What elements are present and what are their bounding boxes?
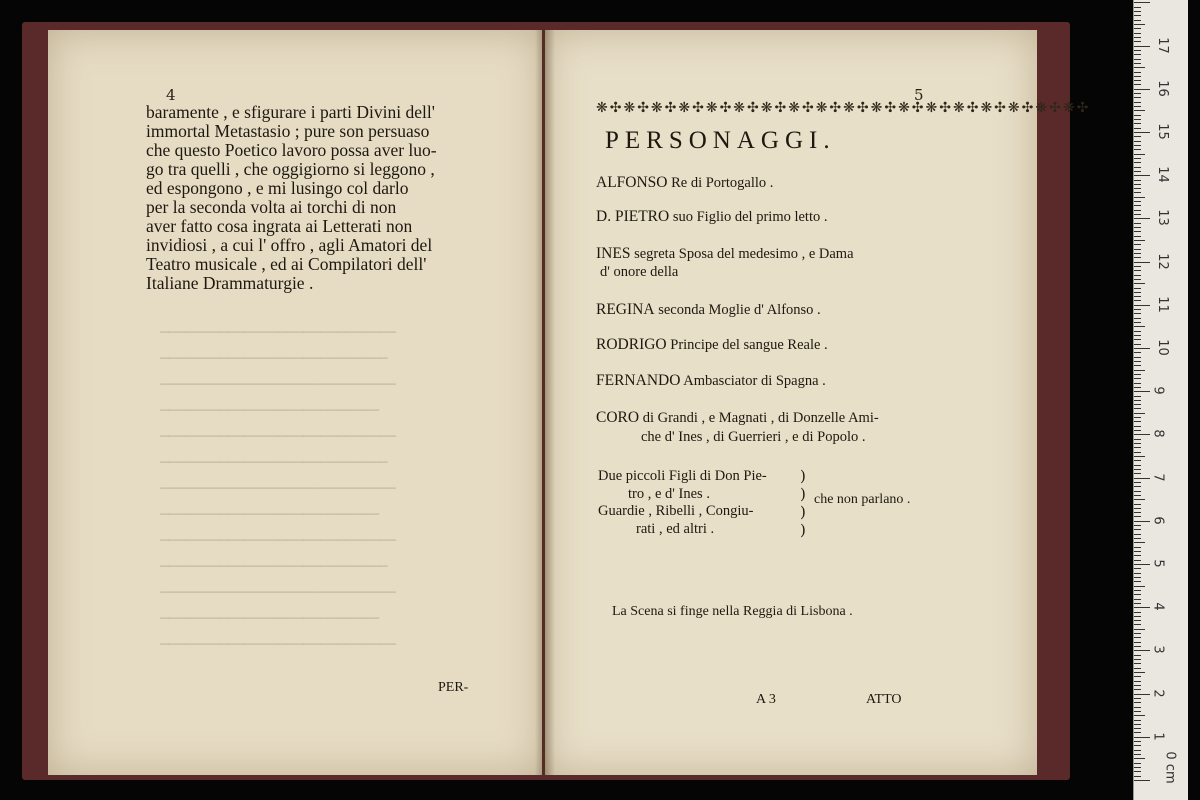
text-line: ed espongono , e mi lusingo col darlo <box>146 178 409 198</box>
ruler-tick <box>1134 724 1141 725</box>
ruler-tick <box>1134 67 1145 68</box>
ruler-tick <box>1134 698 1141 699</box>
ruler-tick <box>1134 41 1141 42</box>
character-entry <box>596 301 821 319</box>
ruler-tick <box>1134 443 1141 444</box>
ruler-tick <box>1134 231 1141 232</box>
ruler-tick <box>1134 430 1141 431</box>
ruler-tick <box>1134 339 1141 340</box>
ruler-tick <box>1134 573 1141 574</box>
ruler-number: 4 <box>1150 602 1166 611</box>
silent-line: Guardie , Ribelli , Congiu- <box>598 503 754 519</box>
ruler-tick <box>1134 508 1141 509</box>
ruler-tick <box>1134 547 1141 548</box>
ruler-tick <box>1134 767 1141 768</box>
ruler-number: 11 <box>1154 296 1170 313</box>
ruler-tick <box>1134 581 1141 582</box>
ruler-tick <box>1134 270 1141 271</box>
ruler-tick <box>1134 633 1141 634</box>
text-line: Italiane Drammaturgie . <box>146 273 314 293</box>
ruler-tick <box>1134 119 1141 120</box>
ruler-tick <box>1134 322 1141 323</box>
ruler-tick <box>1134 758 1145 759</box>
ruler-tick <box>1134 560 1141 561</box>
ruler-tick <box>1134 76 1141 77</box>
character-name: RODRIGO <box>596 336 667 353</box>
ruler-tick <box>1134 192 1141 193</box>
ruler-tick <box>1134 223 1141 224</box>
ruler-tick <box>1134 676 1141 677</box>
ruler-tick <box>1134 344 1141 345</box>
ruler-tick <box>1134 33 1141 34</box>
text-line: invidiosi , a cui l' offro , agli Amatori del <box>146 235 433 255</box>
ruler-tick <box>1134 737 1150 738</box>
ruler-tick <box>1134 300 1141 301</box>
left-page-text <box>146 103 526 293</box>
page-title: PERSONAGGI. <box>605 127 836 154</box>
ruler-tick <box>1134 236 1141 237</box>
ruler-tick <box>1134 11 1141 12</box>
ruler-tick <box>1134 564 1150 565</box>
text-line: per la seconda volta ai torchi di non <box>146 197 397 217</box>
ruler-tick <box>1134 387 1141 388</box>
ruler-tick <box>1134 426 1141 427</box>
character-name: INES <box>596 245 631 262</box>
ruler-tick <box>1134 396 1141 397</box>
ruler-tick <box>1134 123 1141 124</box>
ruler-tick <box>1134 663 1141 664</box>
ruler-tick <box>1134 141 1141 142</box>
ruler-tick <box>1134 624 1141 625</box>
ruler-tick <box>1134 296 1141 297</box>
ruler-tick <box>1134 24 1145 25</box>
ruler-tick <box>1134 413 1145 414</box>
ruler-tick <box>1134 629 1145 630</box>
ruler-tick <box>1134 266 1141 267</box>
ruler-tick <box>1134 357 1141 358</box>
ruler-tick <box>1134 521 1150 522</box>
ruler-tick <box>1134 370 1145 371</box>
ruler-tick <box>1134 741 1141 742</box>
ruler-tick <box>1134 97 1141 98</box>
ruler-tick <box>1134 128 1141 129</box>
ruler-tick <box>1134 218 1150 219</box>
ruler-tick <box>1134 612 1141 613</box>
ruler-tick <box>1134 154 1145 155</box>
ruler-tick <box>1134 646 1141 647</box>
ruler-number: 9 <box>1150 386 1166 395</box>
ruler-tick <box>1134 568 1141 569</box>
ruler-tick <box>1134 599 1141 600</box>
ruler-tick <box>1134 780 1150 781</box>
silent-line: tro , e d' Ines . <box>628 486 710 502</box>
ruler-tick <box>1134 149 1141 150</box>
ruler-tick <box>1134 771 1141 772</box>
ruler-tick <box>1134 439 1141 440</box>
ruler-tick <box>1134 309 1141 310</box>
ruler-tick <box>1134 253 1141 254</box>
ruler-tick <box>1134 715 1145 716</box>
ruler-tick <box>1134 214 1141 215</box>
ruler-tick <box>1134 262 1150 263</box>
ruler-tick <box>1134 171 1141 172</box>
ruler-tick <box>1134 348 1150 349</box>
ruler-tick <box>1134 603 1141 604</box>
ruler-number: 12 <box>1154 252 1170 270</box>
ruler-tick <box>1134 495 1141 496</box>
text-line: Teatro musicale , ed ai Compilatori dell' <box>146 254 427 274</box>
ruler-number: 2 <box>1150 688 1166 698</box>
scene-setting: La Scena si finge nella Reggia di Lisbona . <box>612 604 853 619</box>
ruler-tick <box>1134 292 1141 293</box>
ruler-tick <box>1134 313 1141 314</box>
ruler-tick <box>1134 383 1141 384</box>
character-desc: Re di Portogallo . <box>671 175 774 191</box>
character-name: D. PIETRO <box>596 208 670 225</box>
character-desc: Principe del sangue Reale . <box>670 337 828 353</box>
ruler-tick <box>1134 478 1150 479</box>
ruler-tick <box>1134 102 1141 103</box>
ruler-tick <box>1134 257 1141 258</box>
character-name: ALFONSO <box>596 174 668 191</box>
ruler-tick <box>1134 668 1141 669</box>
ruler-tick <box>1134 637 1141 638</box>
ruler-tick <box>1134 167 1141 168</box>
ruler-tick <box>1134 465 1141 466</box>
ruler-tick <box>1134 659 1141 660</box>
character-desc-continued: d' onore della <box>600 264 679 280</box>
ruler-number: 7 <box>1150 472 1166 482</box>
ruler-tick <box>1134 115 1141 116</box>
ruler-tick <box>1134 72 1141 73</box>
grouping-brace: ) <box>800 503 806 521</box>
text-line: che questo Poetico lavoro possa aver luo- <box>146 140 437 160</box>
ruler-tick <box>1134 551 1141 552</box>
left-page-number: 4 <box>166 86 176 104</box>
character-entry <box>596 174 773 192</box>
ruler-tick <box>1134 374 1141 375</box>
ruler-tick <box>1134 352 1141 353</box>
ruler-tick <box>1134 188 1141 189</box>
character-desc-continued: che d' Ines , di Guerrieri , e di Popolo . <box>641 429 866 445</box>
ruler-tick <box>1134 672 1145 673</box>
ruler-tick <box>1134 620 1141 621</box>
ruler-tick <box>1134 46 1150 47</box>
ruler-tick <box>1134 54 1141 55</box>
ruler-number: 17 <box>1154 36 1170 54</box>
ruler-tick <box>1134 275 1141 276</box>
ruler-tick <box>1134 732 1141 733</box>
show-through-texture: ──────────────────────────── ─────────────────────────── ──────────────────────────── ────────────────────────── ──────────────────────────── ─────────────────────────── ──────────────────────────── ────────────────────────── ──────────────────────────── ─────────────────────────── ──────────────────────────── ────────────────────────── ──────────────────────────── <box>160 325 397 653</box>
silent-line: Due piccoli Figli di Don Pie- <box>598 468 767 484</box>
ruler-tick <box>1134 486 1141 487</box>
ruler-number: 5 <box>1150 559 1166 568</box>
ruler-unit-label: 0 cm <box>1162 751 1178 784</box>
ruler-tick <box>1134 283 1145 284</box>
ruler-tick <box>1134 2 1150 3</box>
book-gutter <box>535 30 555 775</box>
character-desc: Ambasciator di Spagna . <box>683 373 826 389</box>
text-line: baramente , e sfigurare i parti Divini dell' <box>146 102 435 122</box>
text-line: go tra quelli , che oggigiorno si leggono , <box>146 159 435 179</box>
ruler-tick <box>1134 650 1150 651</box>
ruler-tick <box>1134 694 1150 695</box>
ruler-tick <box>1134 408 1141 409</box>
ruler-tick <box>1134 184 1141 185</box>
ruler-number: 1 <box>1150 732 1166 741</box>
text-line: aver fatto cosa ingrata ai Letterati non <box>146 216 413 236</box>
ruler-tick <box>1134 491 1141 492</box>
ruler-tick <box>1134 421 1141 422</box>
ruler-tick <box>1134 175 1150 176</box>
ruler-tick <box>1134 594 1141 595</box>
grouping-brace: ) <box>800 467 806 485</box>
ruler-tick <box>1134 404 1141 405</box>
character-entry <box>596 208 828 226</box>
ruler-tick <box>1134 205 1141 206</box>
character-desc: suo Figlio del primo letto . <box>672 209 828 225</box>
ruler-tick <box>1134 482 1141 483</box>
ruler-number: 8 <box>1150 429 1166 439</box>
ruler-tick <box>1134 516 1141 517</box>
ruler-tick <box>1134 542 1145 543</box>
ruler-tick <box>1134 210 1141 211</box>
ruler-tick <box>1134 249 1141 250</box>
ruler-tick <box>1134 577 1141 578</box>
ruler-tick <box>1134 616 1141 617</box>
ruler-tick <box>1134 132 1150 133</box>
ruler-tick <box>1134 365 1141 366</box>
grouping-brace: ) <box>800 521 806 539</box>
ruler-tick <box>1134 655 1141 656</box>
ruler-tick <box>1134 136 1141 137</box>
right-catchword: ATTO <box>866 692 902 707</box>
ruler-tick <box>1134 318 1141 319</box>
grouping-brace: ) <box>800 485 806 503</box>
ruler-tick <box>1134 417 1141 418</box>
ruler-tick <box>1134 335 1141 336</box>
ruler-number: 14 <box>1154 166 1170 183</box>
ruler-tick <box>1134 28 1141 29</box>
ruler-tick <box>1134 63 1141 64</box>
ruler-tick <box>1134 763 1141 764</box>
right-page-number: 5 <box>914 86 924 104</box>
ruler-tick <box>1134 305 1150 306</box>
ruler-number: 10 <box>1154 339 1170 356</box>
ruler-tick <box>1134 288 1141 289</box>
ruler-tick <box>1134 689 1141 690</box>
ruler-tick <box>1134 702 1141 703</box>
ruler-tick <box>1134 456 1145 457</box>
ruler-tick <box>1134 586 1145 587</box>
ruler-tick <box>1134 50 1141 51</box>
ruler-number: 15 <box>1154 123 1170 140</box>
character-entry <box>596 409 879 427</box>
character-name: REGINA <box>596 301 655 318</box>
silent-line: rati , ed altri . <box>636 521 715 537</box>
ruler-tick <box>1134 776 1141 777</box>
ruler-tick <box>1134 504 1141 505</box>
ruler-tick <box>1134 162 1141 163</box>
left-catchword: PER- <box>438 680 469 695</box>
ruler-tick <box>1134 525 1141 526</box>
ruler-tick <box>1134 331 1141 332</box>
ruler-tick <box>1134 434 1150 435</box>
ruler-tick <box>1134 180 1141 181</box>
ruler-tick <box>1134 378 1141 379</box>
ruler-tick <box>1134 555 1141 556</box>
ruler-tick <box>1134 201 1141 202</box>
character-entry <box>596 336 828 354</box>
ruler-tick <box>1134 400 1141 401</box>
ruler-tick <box>1134 538 1141 539</box>
character-entry <box>596 245 854 263</box>
ruler-tick <box>1134 240 1145 241</box>
ruler-tick <box>1134 534 1141 535</box>
ruler-tick <box>1134 391 1150 392</box>
ruler-number: 16 <box>1154 80 1170 97</box>
ruler-tick <box>1134 642 1141 643</box>
ruler-tick <box>1134 447 1141 448</box>
silent-label: che non parlano . <box>814 492 911 507</box>
ruler-tick <box>1134 512 1141 513</box>
ruler-tick <box>1134 106 1141 107</box>
ruler-tick <box>1134 326 1145 327</box>
ruler-tick <box>1134 469 1141 470</box>
ruler-tick <box>1134 460 1141 461</box>
ruler-number: 3 <box>1150 645 1166 655</box>
ruler-tick <box>1134 244 1141 245</box>
ruler-tick <box>1134 84 1141 85</box>
ruler-tick <box>1134 59 1141 60</box>
ruler-tick <box>1134 15 1141 16</box>
character-name: CORO <box>596 409 640 426</box>
ruler-tick <box>1134 80 1141 81</box>
character-desc: segreta Sposa del medesimo , e Dama <box>634 246 854 262</box>
ruler-tick <box>1134 754 1141 755</box>
ruler-tick <box>1134 711 1141 712</box>
ornament-band: ❋✣❋✣❋✣❋✣❋✣❋✣❋✣❋✣❋✣❋✣❋✣❋✣❋✣❋✣❋✣❋✣❋✣❋✣ <box>596 100 1091 116</box>
ruler-tick <box>1134 227 1141 228</box>
ruler-tick <box>1134 607 1150 608</box>
ruler-tick <box>1134 110 1145 111</box>
ruler-tick <box>1134 473 1141 474</box>
signature-mark: A 3 <box>756 692 776 707</box>
ruler-tick <box>1134 158 1141 159</box>
ruler-tick <box>1134 685 1141 686</box>
ruler-tick <box>1134 745 1141 746</box>
ruler-tick <box>1134 279 1141 280</box>
ruler-tick <box>1134 681 1141 682</box>
ruler-tick <box>1134 89 1150 90</box>
ruler-number: 13 <box>1154 209 1170 227</box>
ruler-tick <box>1134 197 1145 198</box>
character-name: FERNANDO <box>596 372 681 389</box>
ruler-tick <box>1134 37 1141 38</box>
ruler-tick <box>1134 93 1141 94</box>
ruler-tick <box>1134 452 1141 453</box>
ruler-tick <box>1134 145 1141 146</box>
ruler-tick <box>1134 720 1141 721</box>
ruler-tick <box>1134 590 1141 591</box>
ruler-tick <box>1134 361 1141 362</box>
ruler-tick <box>1134 7 1141 8</box>
measurement-ruler <box>1133 0 1188 800</box>
character-desc: seconda Moglie d' Alfonso . <box>658 302 821 318</box>
character-desc: di Grandi , e Magnati , di Donzelle Ami- <box>642 410 879 426</box>
ruler-tick <box>1134 728 1141 729</box>
character-entry <box>596 372 826 390</box>
ruler-tick <box>1134 707 1141 708</box>
ruler-tick <box>1134 750 1141 751</box>
ruler-number: 6 <box>1150 516 1166 525</box>
ruler-tick <box>1134 499 1145 500</box>
text-line: immortal Metastasio ; pure son persuaso <box>146 121 430 141</box>
ruler-tick <box>1134 529 1141 530</box>
ruler-tick <box>1134 20 1141 21</box>
